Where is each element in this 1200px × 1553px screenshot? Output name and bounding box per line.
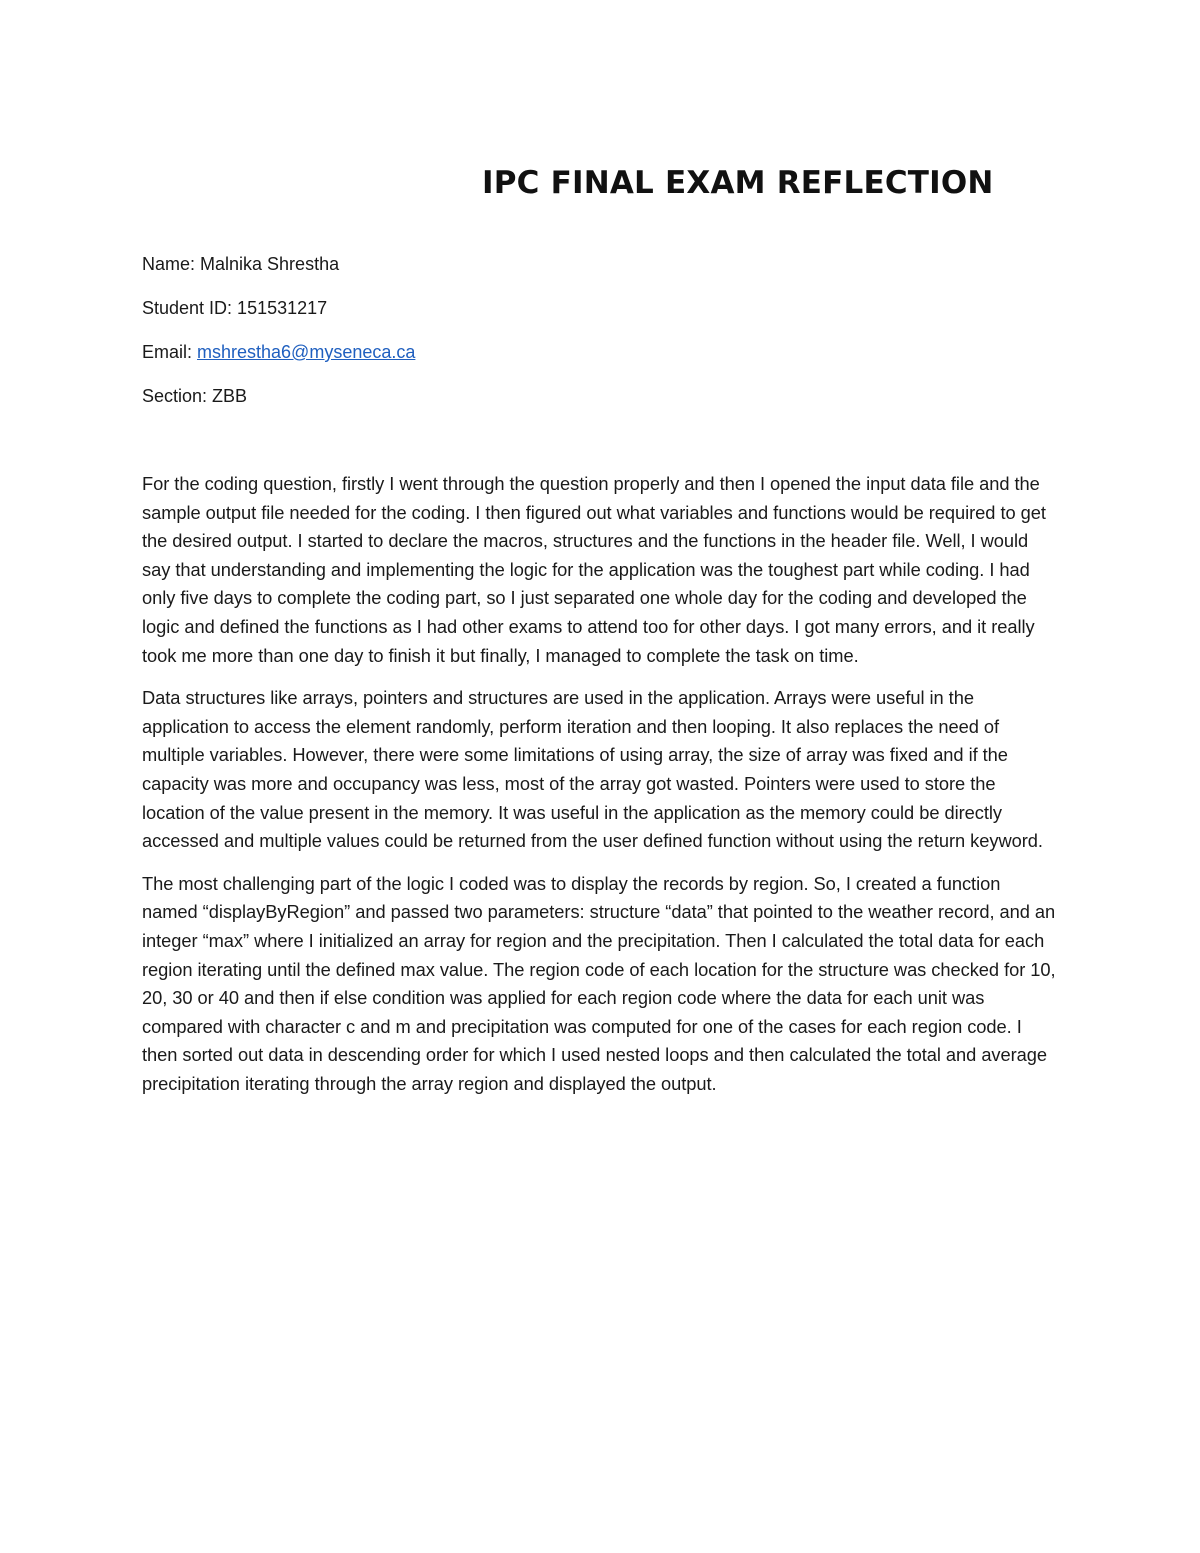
student-name: Name: Malnika Shrestha [142,254,340,274]
paragraph-coding-approach: For the coding question, firstly I went through the question properly and then I opened the input data file and the sample output file needed for the coding. I then figured out what variables and functions would be required to get the desired output. I started to declare the macros, structures and the functions in the header file. Well, I would say that understanding and implementing the logic for the application was the toughest part while coding. I had only five days to complete the coding part, so I just separated one whole day for the coding and developed the logic and defined the functions as I had other exams to attend too for other days. I got many errors, and it really took me more than one day to finish it but finally, I managed to complete the task on time. [142,473,1046,666]
student-email [142,339,1062,383]
paragraph-data-structures: Data structures like arrays, pointers and structures are used in the application. Arrays were useful in the application to access the element randomly, perform iteration and then looping. It also replaces the need of multiple variables. However, there were some limitations of using array, the size of array was fixed and if the capacity was more and occupancy was less, most of the array got wasted. Pointers were used to store the location of the value present in the memory. It was useful in the application as the memory could be directly accessed and multiple values could be returned from the user defined function without using the return keyword. [142,687,1043,852]
document-title: IPC FINAL EXAM REFLECTION [482,165,994,201]
student-info [142,251,1062,427]
email-label: Email: [142,342,198,362]
email-link[interactable]: mshrestha6@myseneca.ca [197,342,416,362]
student-section: Section: ZBB [142,386,248,406]
reflection-body [142,470,1060,1112]
student-id: Student ID: 151531217 [142,298,328,318]
paragraph-challenging-logic: The most challenging part of the logic I coded was to display the records by region. So, I created a function named “displayByRegion” and passed two parameters: structure “data” that pointed to the weather record, and an integer “max” where I initialized an array for region and the precipitation. Then I calculated the total data for each region iterating until the defined max value. The region code of each location for the structure was checked for 10, 20, 30 or 40 and then if else condition was applied for each region code where the data for each unit was compared with character c and m and precipitation was computed for one of the cases for each region code. I then sorted out data in descending order for which I used nested loops and then calculated the total and average precipitation iterating through the array region and displayed the output. [142,872,1056,1094]
